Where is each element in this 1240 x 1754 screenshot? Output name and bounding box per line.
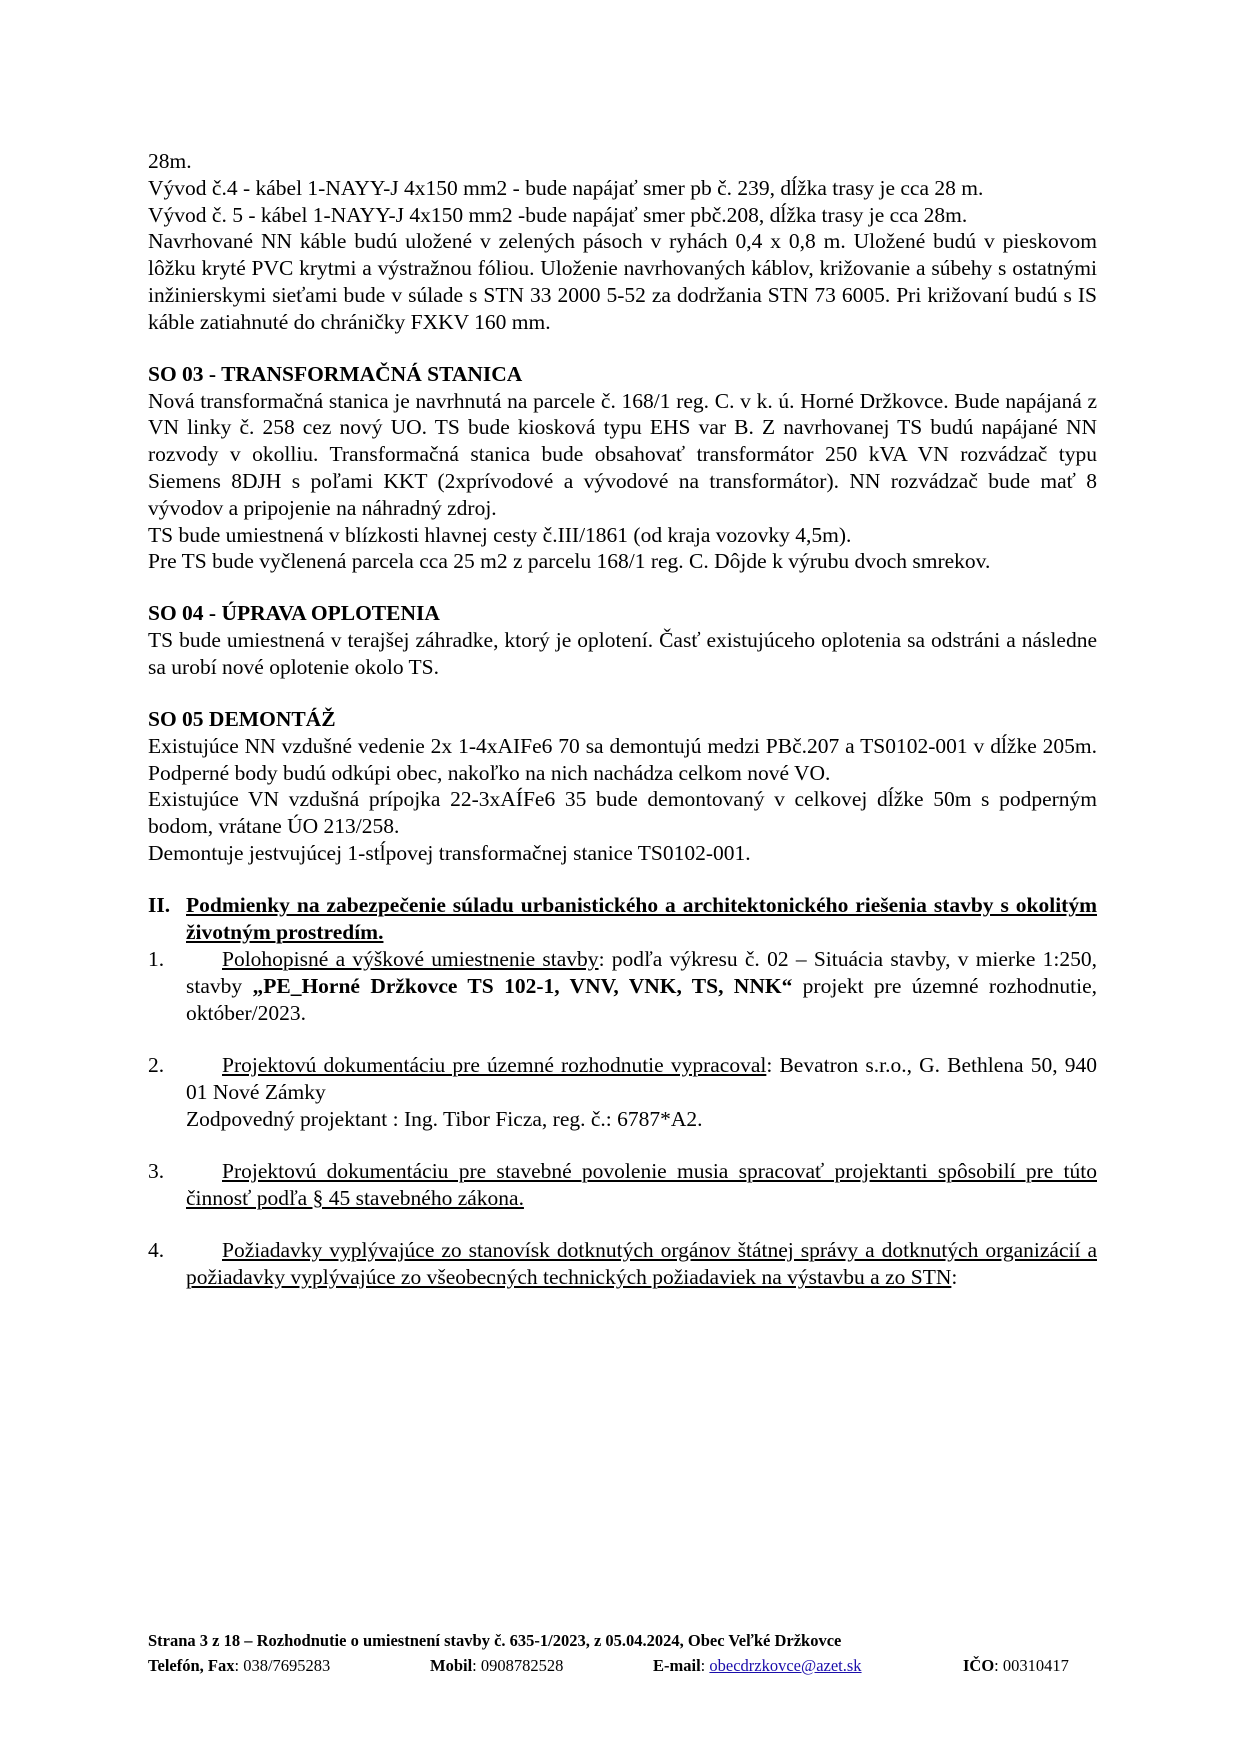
continuation-line: 28m. (148, 149, 192, 173)
footer-ico (963, 1653, 1069, 1678)
item-3-body (186, 1158, 1097, 1212)
item-4-number: 4. (148, 1237, 165, 1262)
phone-label: Telefón, Fax (148, 1656, 235, 1675)
email-link[interactable]: obecdrzkovce@azet.sk (709, 1656, 862, 1675)
section-ii-number: II. (148, 892, 171, 917)
footer-phone (148, 1653, 330, 1678)
footer-email (653, 1653, 862, 1678)
email-sep: : (700, 1656, 710, 1675)
cable-outlet-4: Vývod č.4 - kábel 1-NAYY-J 4x150 mm2 - bude napájať smer pb č. 239, dĺžka trasy je cca 28 m. (148, 175, 984, 200)
document-page (148, 148, 1097, 1291)
cable-laying-paragraph: Navrhované NN káble budú uložené v zelených pásoch v ryhách 0,4 x 0,8 m. Uložené budú v pieskovom lôžku kryté PVC krytmi a výstražnou fóliou. Uloženie navrhovaných káblov, križovanie a súbehy s ostatnými inžinierskymi sieťami bude v súlade s STN 33 2000 5-52 za dodržania STN 73 6005. Pri križovaní budú s IS káble zatiahnuté do chráničky FXKV 160 mm. (148, 229, 1097, 334)
page-footer (148, 1628, 1097, 1678)
item-1-text-a: : podľa výkresu č. 02 – Situácia stavby, v mierke 1:250, stavby (186, 946, 1097, 998)
mobile-label: Mobil (430, 1656, 473, 1675)
item-1-label: Polohopisné a výškové umiestnenie stavby (222, 946, 599, 971)
item-4-body (186, 1237, 1097, 1291)
so03-paragraph-2: TS bude umiestnená v blízkosti hlavnej cesty č.III/1861 (od kraja vozovky 4,5m). (148, 522, 852, 547)
so05-heading: SO 05 DEMONTÁŽ (148, 706, 336, 731)
email-label: E-mail (653, 1656, 701, 1675)
cable-outlet-5: Vývod č. 5 - kábel 1-NAYY-J 4x150 mm2 -bude napájať smer pbč.208, dĺžka trasy je cca 28m. (148, 202, 968, 227)
item-2-label: Projektovú dokumentáciu pre územné rozhodnutie vypracoval (222, 1052, 767, 1077)
item-1-body (186, 946, 1097, 1027)
footer-mobile (430, 1653, 563, 1678)
item-4-text-a: : (951, 1264, 958, 1289)
item-2-body (186, 1052, 1097, 1133)
item-3-number: 3. (148, 1158, 165, 1183)
list-item (148, 1158, 1097, 1212)
mobile-value: : 0908782528 (472, 1656, 564, 1675)
section-ii (148, 892, 1097, 946)
list-item (148, 1237, 1097, 1291)
phone-value: : 038/7695283 (234, 1656, 331, 1675)
item-2-number: 2. (148, 1052, 165, 1077)
so04-paragraph-1: TS bude umiestnená v terajšej záhradke, ktorý je oplotení. Časť existujúceho oplotenia sa odstráni a následne sa urobí nové oplotenie okolo TS. (148, 628, 1097, 679)
item-4-label: Požiadavky vyplývajúce zo stanovísk dotknutých orgánov štátnej správy a dotknutých organizácií a požiadavky vyplývajúce zo všeobecných technických požiadaviek na výstavbu a zo STN (186, 1237, 1097, 1289)
section-ii-title: Podmienky na zabezpečenie súladu urbanistického a architektonického riešenia stavby s okolitým životným prostredím. (186, 892, 1097, 944)
ico-value: : 00310417 (994, 1656, 1069, 1675)
so05-paragraph-3: Demontuje jestvujúcej 1-stĺpovej transformačnej stanice TS0102-001. (148, 840, 751, 865)
list-item (148, 1052, 1097, 1133)
item-2-line2: Zodpovedný projektant : Ing. Tibor Ficza, reg. č.: 6787*A2. (186, 1106, 703, 1131)
item-2-text-a: : Bevatron s.r.o., G. Bethlena 50, 940 01 Nové Zámky (186, 1052, 1097, 1104)
item-1-text-b: projekt pre územné rozhodnutie, október/2023. (186, 973, 1097, 1025)
so03-heading: SO 03 - TRANSFORMAČNÁ STANICA (148, 361, 523, 386)
so04-heading: SO 04 - ÚPRAVA OPLOTENIA (148, 601, 440, 626)
so03-paragraph-3: Pre TS bude vyčlenená parcela cca 25 m2 z parcelu 168/1 reg. C. Dôjde k výrubu dvoch smrekov. (148, 549, 991, 574)
so05-paragraph-1: Existujúce NN vzdušné vedenie 2x 1-4xAIFe6 70 sa demontujú medzi PBč.207 a TS0102-001 v dĺžke 205m. Podperné body budú odkúpi obec, nakoľko na nich nachádza celkom nové VO. (148, 733, 1097, 785)
so05-paragraph-2: Existujúce VN vzdušná prípojka 22-3xAÍFe6 35 bude demontovaný v celkovej dĺžke 50m s podperným bodom, vrátane ÚO 213/258. (148, 787, 1097, 839)
item-1-number: 1. (148, 946, 165, 971)
footer-page-info: Strana 3 z 18 – Rozhodnutie o umiestnení stavby č. 635-1/2023, z 05.04.2024, Obec Veľké Držkovce (148, 1631, 842, 1650)
ico-label: IČO (963, 1656, 995, 1675)
list-item (148, 946, 1097, 1027)
item-3-label: Projektovú dokumentáciu pre stavebné povolenie musia spracovať projektanti spôsobilí pre túto činnosť podľa § 45 stavebného zákona. (186, 1158, 1097, 1210)
footer-contacts (148, 1653, 1097, 1678)
item-1-project-name: „PE_Horné Držkovce TS 102-1, VNV, VNK, TS, NNK“ (252, 973, 793, 998)
so03-paragraph-1: Nová transformačná stanica je navrhnutá na parcele č. 168/1 reg. C. v k. ú. Horné Držkovce. Bude napájaná z VN linky č. 258 cez nový UO. TS bude kiosková typu EHS var B. Z navrhovanej TS budú napájané NN rozvody v okolliu. Transformačná stanica bude obsahovať transformátor 250 kVA VN rozvádzač typu Siemens 8DJH s poľami KKT (2xprívodové a vývodové na transformátor). NN rozvádzač bude mať 8 vývodov a pripojenie na náhradný zdroj. (148, 388, 1097, 520)
